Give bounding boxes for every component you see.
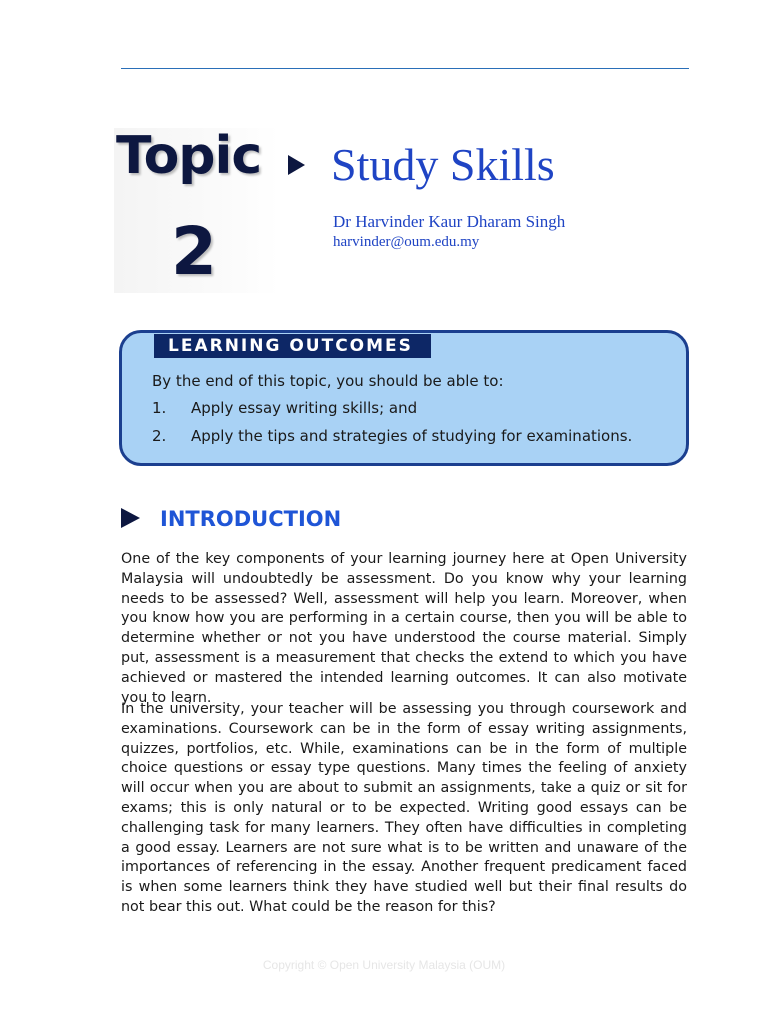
learning-outcome-text: Apply the tips and strategies of studying for examinations. (191, 427, 633, 445)
learning-outcome-number: 1. (152, 399, 167, 417)
learning-outcome-item (152, 399, 417, 417)
author-email[interactable]: harvinder@oum.edu.my (333, 234, 480, 250)
learning-outcomes-intro: By the end of this topic, you should be able to: (152, 372, 504, 390)
triangle-right-icon (288, 155, 305, 175)
copyright-watermark: Copyright © Open University Malaysia (OUM) (262, 958, 506, 972)
author-name: Dr Harvinder Kaur Dharam Singh (333, 212, 566, 231)
topic-number: 2 (171, 213, 217, 290)
learning-outcomes-heading: LEARNING OUTCOMES (154, 334, 431, 358)
body-paragraph: In the university, your teacher will be assessing you through coursework and examinations. Coursework can be in the form of essay writing assignments, quizzes, portfolios, etc. While, examinations can be in the form of multiple choice questions or essay type questions. Many times the feeling of anxiety will occur when you are about to submit an assignments, take a quiz or sit for exams; this is only natural or to be expected. Writing good essays can be challenging task for many learners. They often have difficulties in completing a good essay. Learners are not sure what is to be written and unaware of the importances of referencing in the essay. Another frequent predicament faced is when some learners think they have studied well but their final results do not bear this out. What could be the reason for this? (121, 701, 687, 915)
section-heading-introduction: INTRODUCTION (160, 507, 342, 531)
topic-label: Topic (116, 126, 262, 186)
learning-outcome-number: 2. (152, 427, 167, 445)
triangle-right-icon (121, 508, 140, 528)
header-rule (121, 68, 689, 69)
learning-outcome-item (152, 427, 632, 445)
body-paragraph: One of the key components of your learning journey here at Open University Malaysia will undoubtedly be assessment. Do you know why your learning needs to be assessed? Well, assessment will help you learn. Moreover, when you know how you are performing in a certain course, then you will be able to determine whether or not you have understood the course material. Simply put, assessment is a measurement that checks the extend to which you have achieved or mastered the intended learning outcomes. It can also motivate you to learn. (121, 551, 687, 706)
learning-outcome-text: Apply essay writing skills; and (191, 399, 418, 417)
page-title: Study Skills (331, 139, 555, 190)
